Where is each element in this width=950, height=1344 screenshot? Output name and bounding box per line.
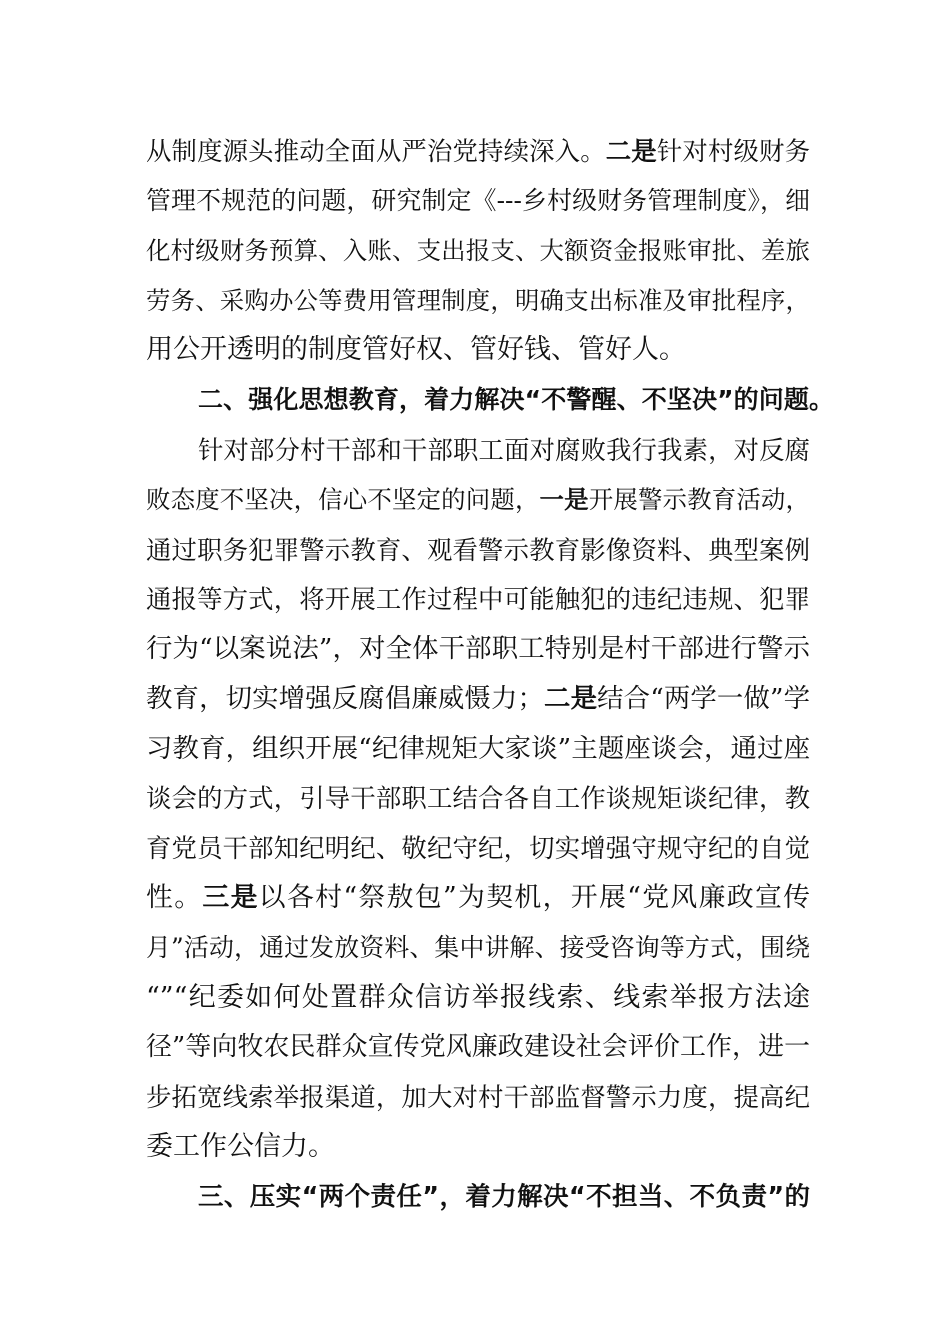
paragraph-line: 步拓宽线索举报渠道，加大对村干部监督警示力度，提高纪: [146, 1082, 810, 1112]
paragraph-line: 行为“以案说法”，对全体干部职工特别是村干部进行警示: [146, 633, 810, 664]
paragraph-line: “”“纪委如何处置群众信访举报线索、线索举报方法途: [146, 982, 810, 1013]
paragraph-line: 教育，切实增强反腐倡廉威慑力；二是结合“两学一做”学: [146, 683, 811, 714]
section-heading-3: 三、压实“两个责任”，着力解决“不担当、不负责”的: [198, 1182, 810, 1212]
paragraph-line: 通报等方式，将开展工作过程中可能触犯的违纪违规、犯罪: [146, 584, 810, 614]
paragraph-line: 从制度源头推动全面从严治党持续深入。二是针对村级财务: [146, 136, 810, 166]
paragraph-line: 性。三是以各村“祭敖包”为契机，开展“党风廉政宣传: [146, 882, 811, 913]
section-heading-2: 二、强化思想教育，着力解决“不警醒、不坚决”的问题。: [198, 385, 834, 414]
paragraph-line: 育党员干部知纪明纪、敬纪守纪，切实增强守规守纪的自觉: [146, 833, 810, 863]
paragraph-line: 谈会的方式，引导干部职工结合各自工作谈规矩谈纪律，教: [146, 783, 810, 813]
paragraph-line: 化村级财务预算、入账、支出报支、大额资金报账审批、差旅: [146, 236, 810, 265]
paragraph-line-end: 用公开透明的制度管好权、管好钱、管好人。: [146, 334, 686, 365]
paragraph-line-end: 委工作公信力。: [146, 1131, 335, 1162]
paragraph-line: 习教育，组织开展“纪律规矩大家谈”主题座谈会，通过座: [146, 733, 810, 764]
paragraph-line: 劳务、采购办公等费用管理制度，明确支出标准及审批程序，: [146, 286, 810, 315]
paragraph-line: 管理不规范的问题，研究制定《---乡村级财务管理制度》，细: [146, 186, 810, 215]
paragraph-line: 针对部分村干部和干部职工面对腐败我行我素，对反腐: [198, 435, 810, 465]
paragraph-line: 月”活动，通过发放资料、集中讲解、接受咨询等方式，围绕: [146, 933, 810, 962]
paragraph-line: 败态度不坚决，信心不坚定的问题，一是开展警示教育活动，: [146, 485, 810, 514]
paragraph-line: 径”等向牧农民群众宣传党风廉政建设社会评价工作，进一: [146, 1032, 810, 1062]
paragraph-line: 通过职务犯罪警示教育、观看警示教育影像资料、典型案例: [146, 535, 810, 565]
